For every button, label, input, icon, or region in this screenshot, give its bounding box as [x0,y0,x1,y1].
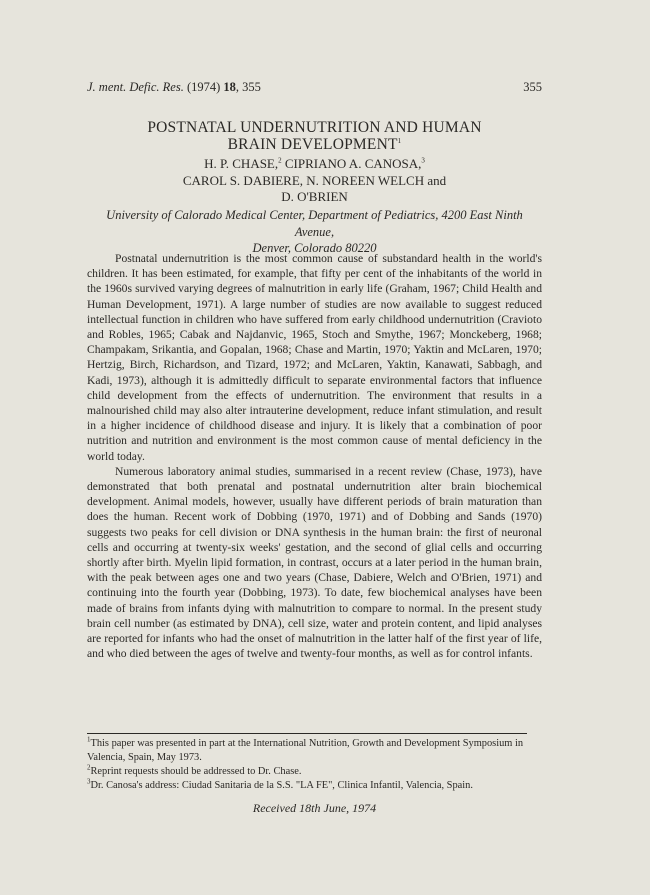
affiliation [87,207,542,257]
footnote-2-text: Reprint requests should be addressed to Dr. Chase. [90,766,302,777]
running-header [87,80,542,95]
author-list [87,156,542,206]
page-number: 355 [523,80,542,94]
author-canosa: CIPRIANO A. CANOSA, [281,156,422,171]
article-title [87,119,542,153]
title-line-1: POSTNATAL UNDERNUTRITION AND HUMAN [147,119,482,136]
article-body [87,251,542,661]
author-line-2: CAROL S. DABIERE, N. NOREEN WELCH and [182,172,447,188]
start-page: , 355 [235,80,261,94]
title-footnote-mark: 1 [397,136,402,145]
author-chase: H. P. CHASE, [204,156,279,171]
footnote-3-mark: 3 [87,777,91,786]
author-line-3: D. O'BRIEN [281,189,348,204]
footnote-1 [87,737,542,765]
footnote-1-text: This paper was presented in part at the International Nutrition, Growth and Development Symposium in Valencia, Spain, May 1973. [87,738,524,763]
year: (1974) [183,80,224,94]
journal-name: J. ment. Defic. Res. [87,80,184,94]
affiliation-line-2: Denver, Colorado 80220 [252,241,377,255]
footnotes [87,737,542,793]
paragraph-1: Postnatal undernutrition is the most common cause of substandard health in the world's children. It has been estimated, for example, that fifty per cent of the inhabitants of the world in the 1960s survived varying degrees of malnutrition in early life (Graham, 1967; Child Health and Human Development, 1971). A large number of studies are now available to suggest reduced intellectual function in children who have suffered from early childhood undernutrition (Cravioto and Robles, 1965; Cabak and Najdanvic, 1965, Stoch and Smythe, 1967; Monckeberg, 1968; Champakam, Srikantia, and Gopalan, 1968; Chase and Martin, 1970; Yaktin and McLaren, 1970; Hertzig, Birch, Richardson, and Tizard, 1972; and McLaren, Yaktin, Kanawati, Sabbagh, and Kadi, 1973), although it is admittedly difficult to separate environmental factors that influence child development from the effects of undernutrition. The environment that results in a malnourished child may also alter intrauterine development, reduce infant stimulation, and result in a higher incidence of childhood disease and injury. It is likely that a combination of poor nutrition and nutrition and environment is the most common cause of mental deficiency in the world today. [87,252,542,463]
affiliation-line-1: University of Calorado Medical Center, Department of Pediatrics, 4200 East Ninth Avenue, [106,208,523,239]
footnote-divider [87,733,527,734]
footnote-1-mark: 1 [87,735,91,744]
citation [87,80,261,95]
footnote-3 [87,779,542,793]
title-line-2: BRAIN DEVELOPMENT [227,136,398,153]
footnote-2-mark: 2 [87,763,91,772]
received-date: Received 18th June, 1974 [252,801,377,815]
volume: 18 [223,80,236,94]
paragraph-2: Numerous laboratory animal studies, summarised in a recent review (Chase, 1973), have demonstrated that both prenatal and postnatal undernutrition alter brain biochemical development. Animal models, however, usually have different periods of brain maturation than does the human. Recent work of Dobbing (1970, 1971) and of Dobbing and Sands (1970) suggests two peaks for cell division or DNA synthesis in the human brain: the first of neuronal cells and occurring at twenty-six weeks' gestation, and the second of glial cells and occurring shortly after birth. Myelin lipid formation, in contrast, occurs at a later period in the human brain, with the peak between ages one and two years (Chase, Dabiere, Welch and O'Brien, 1971) and continuing into the fourth year (Dobbing, 1973). To date, few biochemical analyses have been made of brains from infants dying with malnutrition to compare to normal. In the present study brain cell number (as estimated by DNA), cell size, water and protein content, and lipid analyses are reported for infants who had the onset of malnutrition in the latter half of the first year of life, and who died between the ages of twelve and twenty-four months, as well as for control infants. [87,464,542,661]
footnote-2 [87,765,542,779]
author-canosa-note: 3 [421,156,425,165]
author-chase-note: 2 [278,156,282,165]
footnote-3-text: Dr. Canosa's address: Ciudad Sanitaria de la S.S. "LA FE", Clinica Infantil, Valencia, Spain. [90,780,473,791]
